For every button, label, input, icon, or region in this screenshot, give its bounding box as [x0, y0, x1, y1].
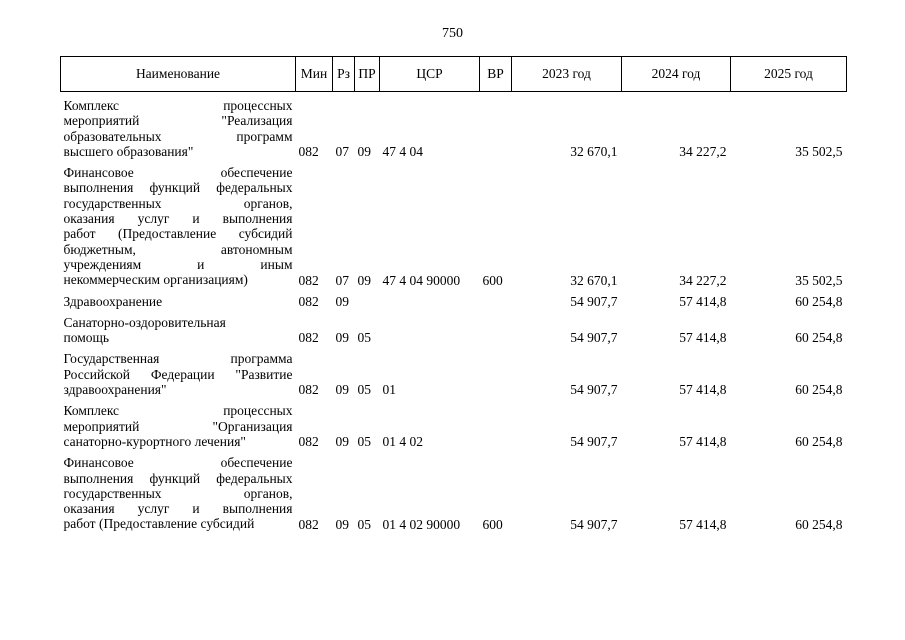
cell-2023: 54 907,7 [570, 434, 618, 450]
cell-name-line: Комплекс процессных [63, 98, 293, 113]
cell-vr: 600 [482, 272, 503, 288]
cell-name [61, 294, 296, 309]
cell-min: 082 [298, 434, 319, 450]
cell-name-line: Санаторно-оздоровительная [63, 314, 226, 330]
column-header-vr: ВР [480, 57, 512, 92]
cell-2024: 57 414,8 [679, 330, 727, 346]
cell-csr [380, 294, 480, 309]
column-header-name: Наименование [61, 57, 296, 92]
column-header-2025: 2025 год [731, 57, 847, 92]
cell-name-line: Российской Федерации "Развитие [63, 366, 293, 382]
cell-name-line: помощь [63, 330, 110, 346]
cell-vr [480, 294, 512, 309]
cell-vr [480, 403, 512, 449]
cell-name-line: Здравоохранение [63, 293, 163, 309]
cell-vr [480, 98, 512, 159]
column-header-2024: 2024 год [622, 57, 731, 92]
cell-pr: 09 [357, 272, 371, 288]
table-row [61, 98, 847, 159]
cell-rz: 09 [335, 516, 349, 532]
cell-name-line: работ (Предоставление субсидий [63, 226, 293, 242]
table-row [61, 455, 847, 531]
table-row [61, 165, 847, 287]
cell-name-line: работ (Предоставление субсидий [63, 516, 255, 532]
cell-min: 082 [298, 272, 319, 288]
cell-name-line: выполнения функций федеральных [63, 180, 293, 196]
cell-pr: 09 [357, 144, 371, 160]
cell-name [61, 165, 296, 287]
cell-name [61, 403, 296, 449]
cell-2024: 57 414,8 [679, 382, 727, 398]
cell-name-line: мероприятий "Реализация [63, 113, 293, 129]
cell-2024: 57 414,8 [679, 293, 727, 309]
cell-vr [480, 351, 512, 397]
column-header-2023: 2023 год [512, 57, 622, 92]
cell-2024: 34 227,2 [679, 144, 727, 160]
cell-pr: 05 [357, 382, 371, 398]
table-body [61, 92, 847, 532]
cell-2025: 60 254,8 [795, 434, 843, 450]
cell-rz: 07 [335, 272, 349, 288]
cell-pr: 05 [357, 516, 371, 532]
table-row [61, 403, 847, 449]
cell-name-line: Финансовое обеспечение [63, 165, 293, 181]
table-header [61, 57, 847, 92]
table-row [61, 315, 847, 346]
cell-vr [480, 315, 512, 346]
cell-min: 082 [298, 293, 319, 309]
cell-csr: 01 [382, 382, 396, 398]
cell-csr [380, 315, 480, 346]
cell-2024: 57 414,8 [679, 516, 727, 532]
cell-name [61, 315, 296, 346]
cell-name-line: государственных органов, [63, 195, 293, 211]
cell-rz: 07 [335, 144, 349, 160]
cell-name-line: здравоохранения" [63, 382, 167, 398]
cell-name-line: санаторно-курортного лечения" [63, 433, 246, 449]
budget-table [60, 56, 847, 532]
cell-name [61, 455, 296, 531]
cell-rz: 09 [335, 382, 349, 398]
cell-csr: 01 4 02 90000 [382, 516, 461, 532]
cell-name-line: мероприятий "Организация [63, 418, 293, 434]
cell-name-line: Государственная программа [63, 351, 293, 367]
cell-vr: 600 [482, 516, 503, 532]
cell-min: 082 [298, 144, 319, 160]
cell-min: 082 [298, 516, 319, 532]
cell-name [61, 351, 296, 397]
cell-2024: 57 414,8 [679, 434, 727, 450]
column-header-pr: ПР [355, 57, 380, 92]
cell-name-line: выполнения функций федеральных [63, 470, 293, 486]
cell-name-line: некоммерческим организациям) [63, 272, 248, 288]
cell-2025: 60 254,8 [795, 382, 843, 398]
cell-2025: 60 254,8 [795, 330, 843, 346]
page-number: 750 [442, 26, 463, 41]
cell-name-line: высшего образования" [63, 143, 194, 159]
cell-csr: 01 4 02 [382, 434, 423, 450]
cell-name [61, 98, 296, 159]
cell-2023: 32 670,1 [570, 272, 618, 288]
cell-2024: 34 227,2 [679, 272, 727, 288]
cell-name-line: государственных органов, [63, 485, 293, 501]
cell-pr: 05 [357, 434, 371, 450]
cell-2023: 54 907,7 [570, 382, 618, 398]
cell-rz: 09 [335, 434, 349, 450]
cell-2025: 35 502,5 [795, 144, 843, 160]
table-row [61, 351, 847, 397]
column-header-min: Мин [296, 57, 333, 92]
cell-name-line: бюджетным, автономным [63, 241, 293, 257]
cell-2023: 54 907,7 [570, 330, 618, 346]
cell-name-line: оказания услуг и выполнения [63, 211, 293, 227]
cell-rz: 09 [335, 293, 349, 309]
cell-name-line: образовательных программ [63, 128, 293, 144]
cell-name-line: учреждениям и иным [63, 256, 293, 272]
table-row [61, 294, 847, 309]
cell-name-line: оказания услуг и выполнения [63, 501, 293, 517]
cell-pr [355, 294, 380, 309]
column-header-rz: Рз [333, 57, 355, 92]
cell-min: 082 [298, 382, 319, 398]
cell-min: 082 [298, 330, 319, 346]
cell-2025: 60 254,8 [795, 516, 843, 532]
cell-pr: 05 [357, 330, 371, 346]
cell-csr: 47 4 04 [382, 144, 423, 160]
cell-2023: 54 907,7 [570, 516, 618, 532]
column-header-csr: ЦСР [380, 57, 480, 92]
cell-name-line: Комплекс процессных [63, 403, 293, 419]
cell-rz: 09 [335, 330, 349, 346]
cell-csr: 47 4 04 90000 [382, 272, 461, 288]
cell-2025: 60 254,8 [795, 293, 843, 309]
cell-2023: 32 670,1 [570, 144, 618, 160]
cell-2025: 35 502,5 [795, 272, 843, 288]
cell-2023: 54 907,7 [570, 293, 618, 309]
cell-name-line: Финансовое обеспечение [63, 455, 293, 471]
